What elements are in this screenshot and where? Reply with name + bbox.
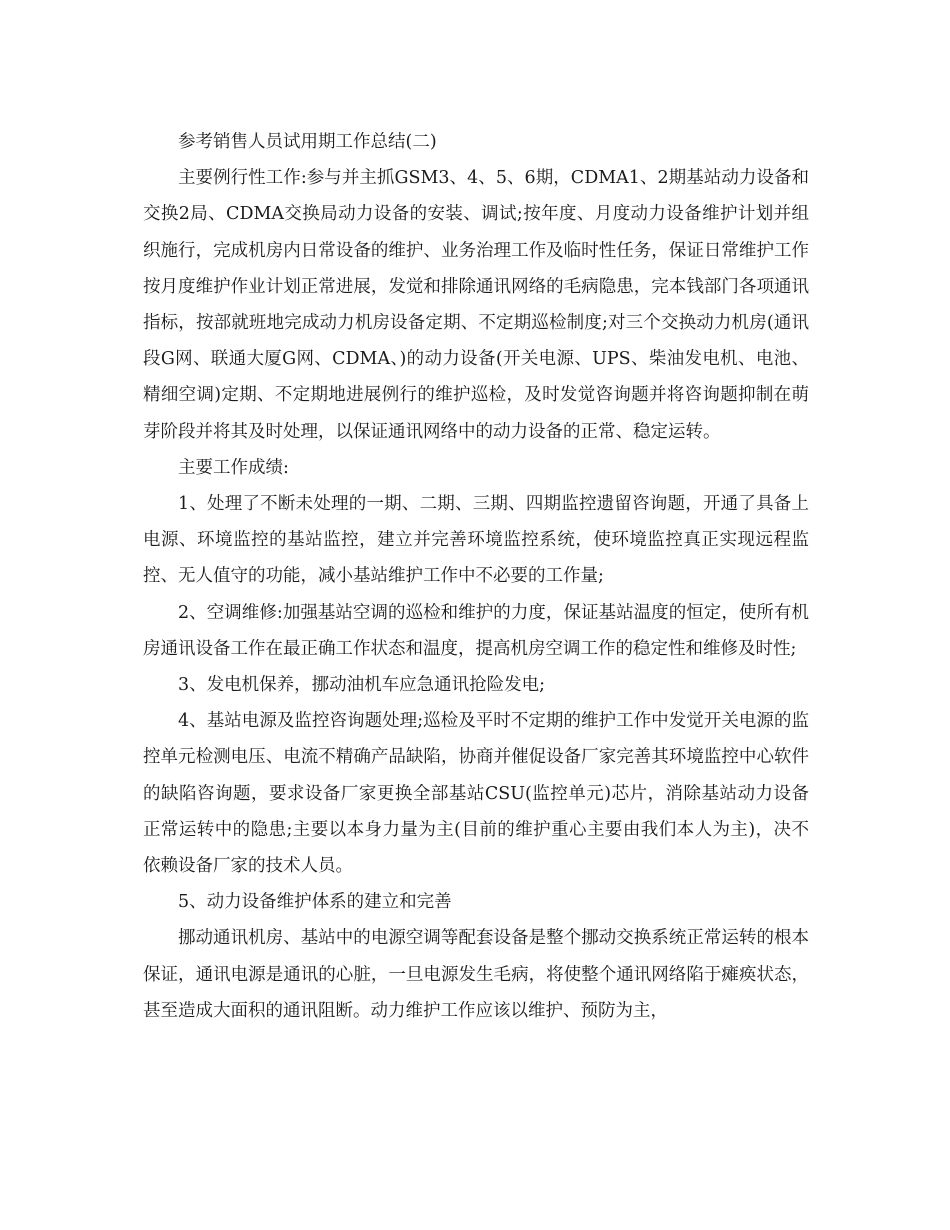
paragraph-routine-work: 主要例行性工作:参与并主抓GSM3、4、5、6期，CDMA1、2期基站动力设备和交换2局、CDMA交换局动力设备的安装、调试;按年度、月度动力设备维护计划并组织施行，完成机房内日常设备的维护、业务治理工作及临时性任务，保证日常维护工作按月度维护作业计划正常进展，发觉和排除通讯网络的毛病隐患，完本钱部门各项通讯指标，按部就班地完成动力机房设备定期、不定期巡检制度;对三个交换动力机房(通讯段G网、联通大厦G网、CDMA、)的动力设备(开关电源、UPS、柴油发电机、电池、精细空调)定期、不定期地进展例行的维护巡检，及时发觉咨询题并将咨询题抑制在萌芽阶段并将其及时处理，以保证通讯网络中的动力设备的正常、稳定运转。	[143, 168, 809, 442]
paragraph-item-5: 5、动力设备维护体系的建立和完善	[178, 892, 452, 913]
paragraph-maintenance-system: 挪动通讯机房、基站中的电源空调等配套设备是整个挪动交换系统正常运转的根本保证，通讯电源是通讯的心脏，一旦电源发生毛病，将使整个通讯网络陷于瘫痪状态，甚至造成大面积的通讯阻断。动力维护工作应该以维护、预防为主，	[143, 928, 809, 1021]
document-title: 参考销售人员试用期工作总结(二)	[178, 132, 437, 152]
paragraph-item-1: 1、处理了不断未处理的一期、二期、三期、四期监控遗留咨询题，开通了具备上电源、环境监控的基站监控，建立并完善环境监控系统，使环境监控真正实现远程监控、无人值守的功能，减小基站维护工作中不必要的工作量;	[143, 494, 809, 587]
paragraph-achievements-heading: 主要工作成绩:	[178, 457, 289, 478]
paragraph-item-3: 3、发电机保养，挪动油机车应急通讯抢险发电;	[178, 675, 546, 696]
paragraph-item-2: 2、空调维修:加强基站空调的巡检和维护的力度，保证基站温度的恒定，使所有机房通讯设备工作在最正确工作状态和温度，提高机房空调工作的稳定性和维修及时性;	[143, 602, 809, 659]
document-body	[143, 124, 809, 1029]
paragraph-item-4: 4、基站电源及监控咨询题处理;巡检及平时不定期的维护工作中发觉开关电源的监控单元检测电压、电流不精确产品缺陷，协商并催促设备厂家完善其环境监控中心软件的缺陷咨询题，要求设备厂家更换全部基站CSU(监控单元)芯片，消除基站动力设备正常运转中的隐患;主要以本身力量为主(目前的维护重心主要由我们本人为主)，决不依赖设备厂家的技术人员。	[143, 711, 809, 877]
